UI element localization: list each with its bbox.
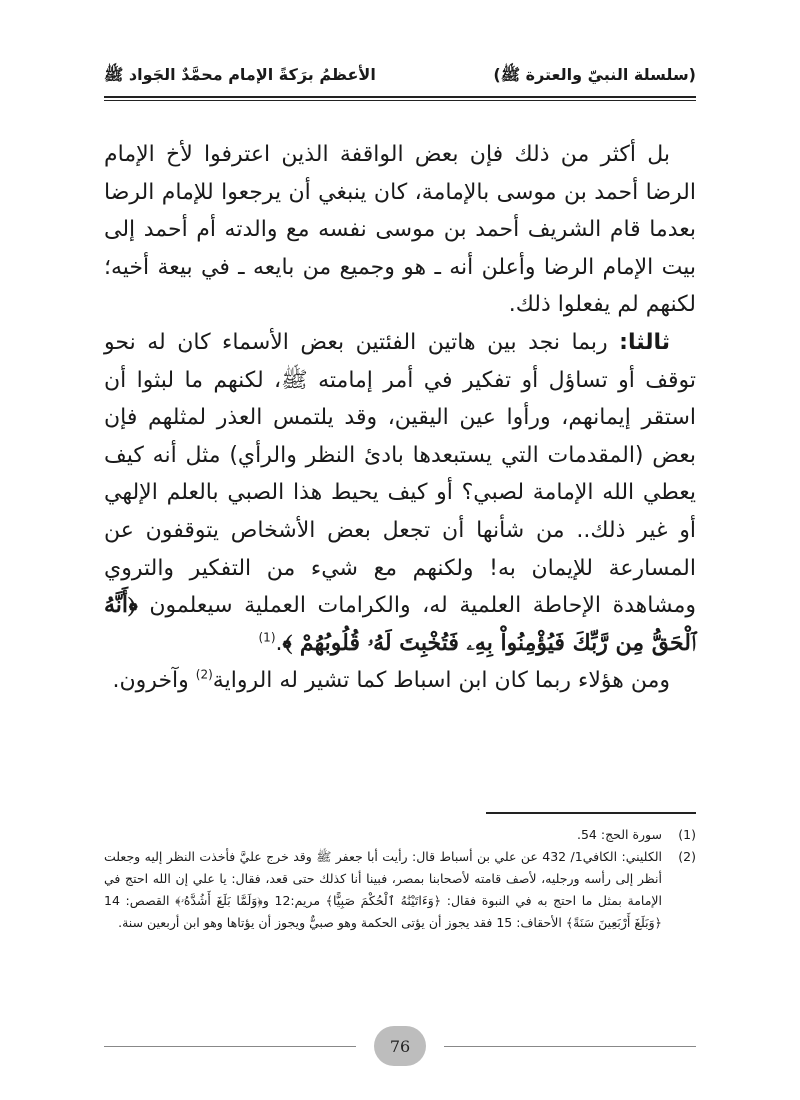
footnote-number: (2) [678,849,696,864]
paragraph-3-text: ومن هؤلاء ربما كان ابن اسباط كما تشير له الرواية [212,668,670,694]
header-rule-thin [104,100,696,101]
footnote-item [104,846,696,934]
paragraph-3 [104,662,696,700]
footnote-text: سورة الحج: 54. [577,827,662,842]
footnotes [104,824,696,934]
page-number-rule-right [444,1046,696,1047]
paragraph-2-end: . [275,630,283,656]
paragraph-1: بل أكثر من ذلك فإن بعض الواقفة الذين اعترفوا لأخ الإمام الرضا أحمد بن موسى بالإمامة، كان ينبغي أن يرجعوا للإمام الرضا بعدما قام الشريف أحمد بن موسى نفسه مع والدته أم أحمد إلى بيت الإمام الرضا وأعلن أنه ـ هو وجميع من بايعه ـ في بيعة أخيه؛ لكنهم لم يفعلوا ذلك. [104,142,696,318]
footnote-ref-2[interactable]: (2) [195,667,213,682]
footnote-separator [486,812,696,814]
footnote-number: (1) [678,827,696,842]
paragraph-3-end: وآخرون. [112,668,196,694]
page-number-rule-left [104,1046,356,1047]
paragraph-2-text: ربما نجد بين هاتين الفئتين بعض الأسماء كان له نحو توقف أو تساؤل أو تفكير في أمر إمامته ﷺ، لكنهم ما لبثوا أن استقر إيمانهم، ورأوا عين اليقين، وقد يلتمس العذر لمثلهم فإن بعض (المقدمات التي يستبعدها بادئ النظر والرأي) مثل أنه كيف يعطي الله الإمامة لصبي؟ أو كيف يحيط هذا الصبي بالعلم الإلهي أو غير ذلك.. من شأنها أن تجعل بعض الأشخاص يتوقفون عن المسارعة للإيمان به! ولكنهم مع شيء من التفكير والتروي ومشاهدة الإحاطة العلمية له، والكرامات العملية سيعلمون [104,329,696,619]
paragraph-2 [104,324,696,662]
paragraph-lead: ثالثا: [619,329,670,355]
header-rule [104,96,696,98]
series-title: (سلسلة النبيّ والعترة ﷺ) [493,64,696,84]
quran-verse: ﴿أَنَّهُ ٱلْحَقُّ مِن رَّبِّكَ فَيُؤْمِنُواْ بِهِۦ فَتُخْبِتَ لَهُۥ قُلُوبُهُمْ ﴾ [104,592,696,656]
footnote-ref-1[interactable]: (1) [258,630,276,645]
page-number: 76 [374,1026,426,1066]
running-header [104,62,696,90]
footnote-item [104,824,696,846]
footnote-text: الكليني: الكافي1/ 432 عن علي بن أسباط قال: رأيت أبا جعفر ﷺ وقد خرج عليَّ فأخذت النظر إليه وجعلت أنظر إلى رأسه ورجليه، لأصف قامته لأصحابنا بمصر، فبينا أنا كذلك حتى قعد، فقال: يا علي إن الله احتج في الإمامة بمثل ما احتج به في النبوة فقال: ﴿وَءَاتَيْنَٰهُ ٱلْحُكْمَ صَبِيًّا﴾ مريم:12 و﴿وَلَمَّا بَلَغَ أَشُدَّهُۥ﴾ القصص: 14 ﴿وَبَلَغَ أَرْبَعِينَ سَنَةً﴾ الأحقاف: 15 فقد يجوز أن يؤتى الحكمة وهو صبيٌّ ويجوز أن يؤتاها وهو ابن أربعين سنة. [104,849,663,930]
book-title: الأعظمُ برَكةً الإمام محمَّدٌ الجَواد ﷺ [104,64,376,84]
body-text [104,136,696,700]
